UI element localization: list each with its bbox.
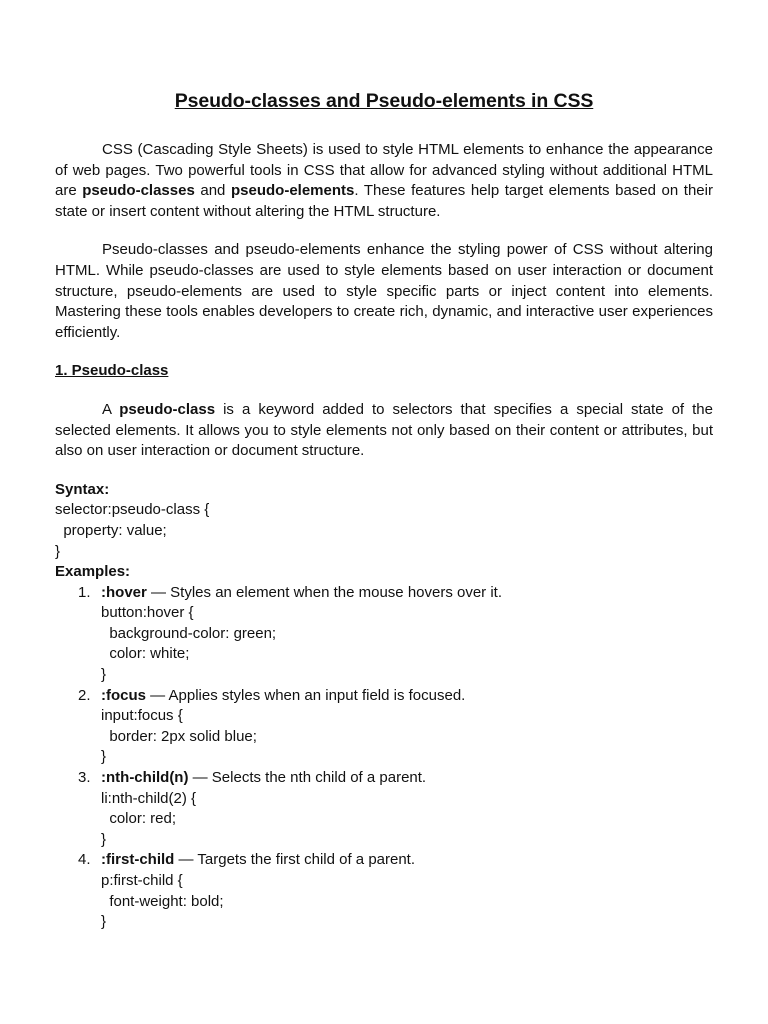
example-code-line: } [101,913,107,931]
example-number: 2. [78,686,91,704]
example-number: 4. [78,851,91,869]
syntax-line: } [55,542,61,560]
example-code-line: border: 2px solid blue; [101,727,257,745]
example-number: 3. [78,769,91,787]
example-code-line: p:first-child { [101,872,183,889]
syntax-block [55,480,713,583]
pseudo-class-definition [55,400,713,462]
example-title: :first-child — Targets the first child of a parent. [101,851,416,869]
example-code-line: font-weight: bold; [101,892,224,910]
syntax-line: selector:pseudo-class { [55,501,210,519]
example-code-line: } [101,830,107,848]
syntax-line: property: value; [55,521,167,539]
example-item [55,686,713,768]
intro-paragraph-1 [55,140,713,222]
example-item [55,850,713,932]
definition-text: is a keyword added to selectors that specifies a special state of the selected elements. It allows you to style elements not only based on their content or attributes, but also on user interaction or document structure. [55,400,713,460]
section-heading: 1. Pseudo-class [55,362,169,380]
example-number: 1. [78,583,91,601]
example-code-line: } [101,748,107,766]
intro-paragraph-2: Pseudo-classes and pseudo-elements enhance the styling power of CSS without altering HTML. While pseudo-classes are used to style elements based on user interaction or document structure, pseudo-elements are used to style specific parts or inject content into elements. Mastering these tools enables developers to create rich, dynamic, and interactive user experiences efficiently. [55,241,713,341]
page-title: Pseudo-classes and Pseudo-elements in CSS [174,90,594,112]
example-code-line: color: red; [101,810,177,828]
examples-list [55,583,713,933]
intro-bold-term: pseudo-elements [230,182,355,200]
example-title: :nth-child(n) — Selects the nth child of a parent. [101,769,427,787]
example-title: :focus — Applies styles when an input field is focused. [101,686,466,704]
intro-text: . These features help target elements based on their state or insert content without altering the HTML structure. [55,182,713,220]
example-code-line: color: white; [101,645,190,663]
intro-bold-term: pseudo-classes [82,182,195,200]
example-code-line: li:nth-child(2) { [101,789,197,807]
example-code-line: input:focus { [101,707,183,725]
definition-text: A [102,400,120,418]
example-code-line: } [101,666,107,684]
syntax-label: Syntax: [55,480,110,498]
example-item [55,583,713,686]
example-item [55,768,713,850]
example-code-line: button:hover { [101,604,194,622]
intro-text: and [194,182,231,200]
definition-bold-term: pseudo-class [119,400,216,418]
intro-text: CSS (Cascading Style Sheets) is used to style HTML elements to enhance the appearance of web pages. Two powerful tools in CSS that allow for advanced styling without additional HTML are [55,141,713,200]
examples-label: Examples: [55,563,131,581]
example-code-line: background-color: green; [101,624,277,642]
example-title: :hover — Styles an element when the mouse hovers over it. [101,583,503,601]
